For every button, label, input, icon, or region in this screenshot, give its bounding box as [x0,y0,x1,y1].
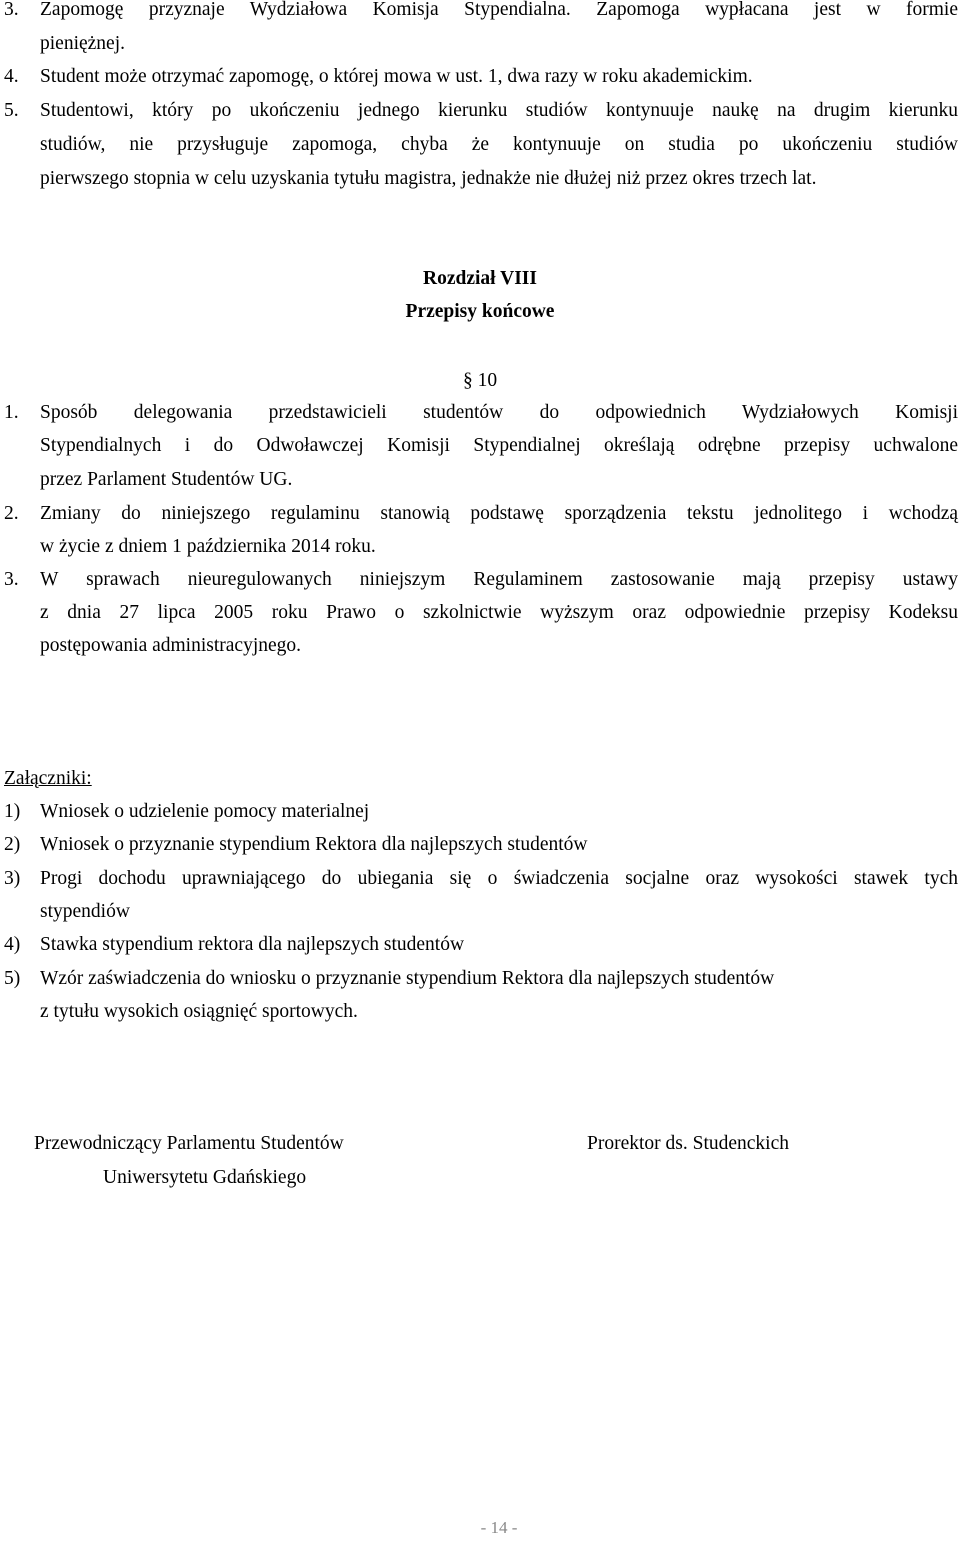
attachment-number: 4) [4,934,21,955]
chapter-subtitle: Przepisy końcowe [405,301,555,322]
paragraph-line: Sposób delegowania przedstawicieli studentów do odpowiednich Wydziałowych Komisji [40,402,958,423]
list-item-number: 3. [4,0,19,20]
list-item-number: 2. [4,503,19,524]
section-symbol: § [463,370,473,391]
list-item-number: 4. [4,66,19,87]
attachment-item: Wniosek o udzielenie pomocy materialnej [40,801,370,822]
signature-left-title: Przewodniczący Parlamentu Studentów [34,1133,344,1154]
paragraph-line: z dnia 27 lipca 2005 roku Prawo o szkolnictwie wyższym oraz odpowiednie przepisy Kodeksu [40,602,958,623]
paragraph-line: Studentowi, który po ukończeniu jednego kierunku studiów kontynuuje naukę na drugim kierunku [40,100,958,121]
page-number: - 14 - [480,1518,518,1537]
list-item-number: 1. [4,402,19,423]
attachment-item: Stawka stypendium rektora dla najlepszych studentów [40,934,465,955]
attachment-item: stypendiów [40,901,130,922]
paragraph-line: studiów, nie przysługuje zapomoga, chyba że kontynuuje on studia po ukończeniu studiów [40,134,958,155]
paragraph-line: pieniężnej. [40,33,125,54]
attachment-item: Wzór zaświadczenia do wniosku o przyznanie stypendium Rektora dla najlepszych studentów [40,968,775,989]
list-item-number: 5. [4,100,19,121]
paragraph-line: Stypendialnych i do Odwoławczej Komisji Stypendialnej określają odrębne przepisy uchwalone [40,435,958,456]
paragraph-line: Student może otrzymać zapomogę, o której mowa w ust. 1, dwa razy w roku akademickim. [40,66,753,87]
section-number: 10 [477,370,498,391]
list-item-number: 3. [4,569,19,590]
paragraph-line: przez Parlament Studentów UG. [40,469,293,490]
paragraph-line: Zmiany do niniejszego regulaminu stanowią podstawę sporządzenia tekstu jednolitego i wchodzą [40,503,958,524]
attachment-number: 1) [4,801,21,822]
attachment-number: 3) [4,868,21,889]
attachment-number: 5) [4,968,21,989]
paragraph-line: postępowania administracyjnego. [40,635,302,656]
attachments-heading: Załączniki: [4,768,92,789]
attachment-number: 2) [4,834,21,855]
signature-left-institution: Uniwersytetu Gdańskiego [103,1167,307,1188]
signature-right-title: Prorektor ds. Studenckich [587,1133,790,1154]
paragraph-line: w życie z dniem 1 października 2014 roku. [40,536,376,557]
attachment-item: z tytułu wysokich osiągnięć sportowych. [40,1001,358,1022]
attachment-item: Progi dochodu uprawniającego do ubiegania się o świadczenia socjalne oraz wysokości stawek tych [40,868,958,889]
paragraph-line: Zapomogę przyznaje Wydziałowa Komisja Stypendialna. Zapomoga wypłacana jest w formie [40,0,958,20]
section-marker [463,369,497,393]
attachment-item: Wniosek o przyznanie stypendium Rektora dla najlepszych studentów [40,834,588,855]
chapter-title: Rozdział VIII [423,268,537,289]
paragraph-line: W sprawach nieuregulowanych niniejszym Regulaminem zastosowanie mają przepisy ustawy [40,569,958,590]
paragraph-line: pierwszego stopnia w celu uzyskania tytułu magistra, jednakże nie dłużej niż przez okres trzech lat. [40,168,817,189]
